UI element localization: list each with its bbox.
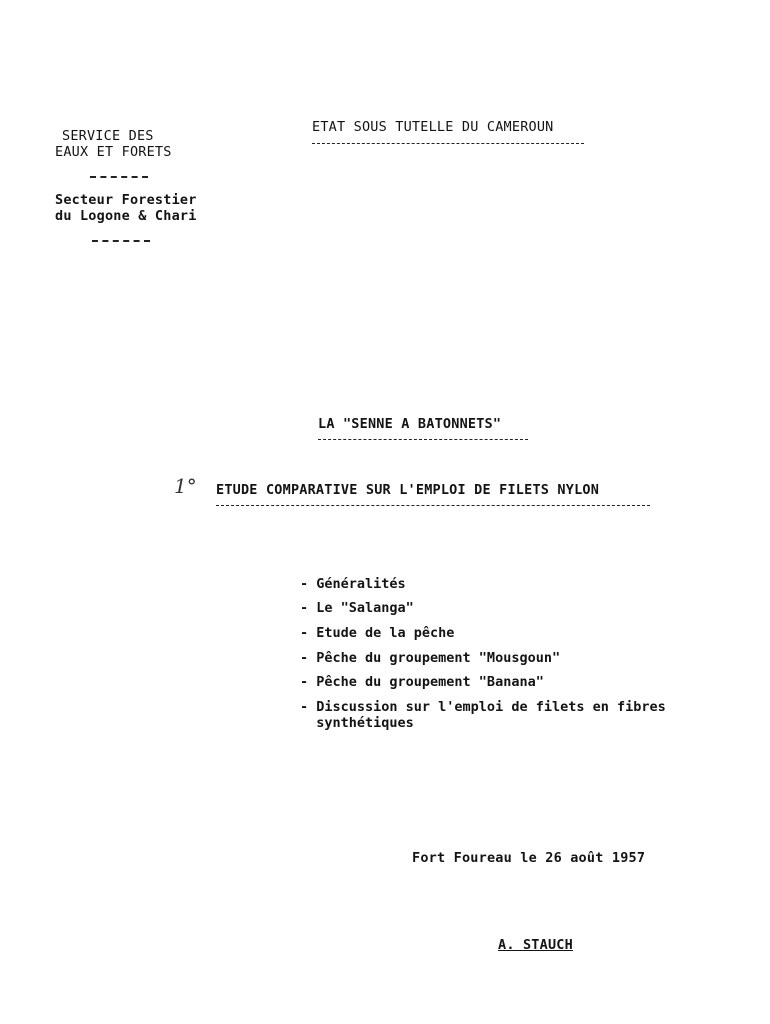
service-name-line2: EAUX ET FORETS	[55, 144, 172, 160]
sector-divider	[92, 240, 150, 242]
list-item: - Pêche du groupement "Mousgoun"	[300, 650, 561, 666]
list-item: - Généralités	[300, 576, 406, 592]
state-title-underline	[312, 143, 584, 144]
list-item: - Discussion sur l'emploi de filets en fibres	[300, 699, 666, 715]
handwritten-number-mark: 1°	[174, 474, 197, 498]
subtitle: ETUDE COMPARATIVE SUR L'EMPLOI DE FILETS NYLON	[216, 482, 600, 498]
service-name-line1: SERVICE DES	[62, 128, 154, 144]
main-title: LA "SENNE A BATONNETS"	[318, 416, 502, 432]
list-item: - Etude de la pêche	[300, 625, 455, 641]
signature: A. STAUCH	[498, 937, 573, 953]
state-title: ETAT SOUS TUTELLE DU CAMEROUN	[312, 119, 554, 135]
place-date: Fort Foureau le 26 août 1957	[412, 850, 646, 866]
list-item: synthétiques	[300, 715, 414, 731]
subtitle-underline	[216, 505, 650, 506]
sector-name-line1: Secteur Forestier	[55, 192, 197, 208]
list-item: - Pêche du groupement "Banana"	[300, 674, 544, 690]
service-divider	[90, 176, 148, 178]
sector-name-line2: du Logone & Chari	[55, 208, 197, 224]
main-title-underline	[318, 439, 528, 440]
list-item: - Le "Salanga"	[300, 600, 414, 616]
